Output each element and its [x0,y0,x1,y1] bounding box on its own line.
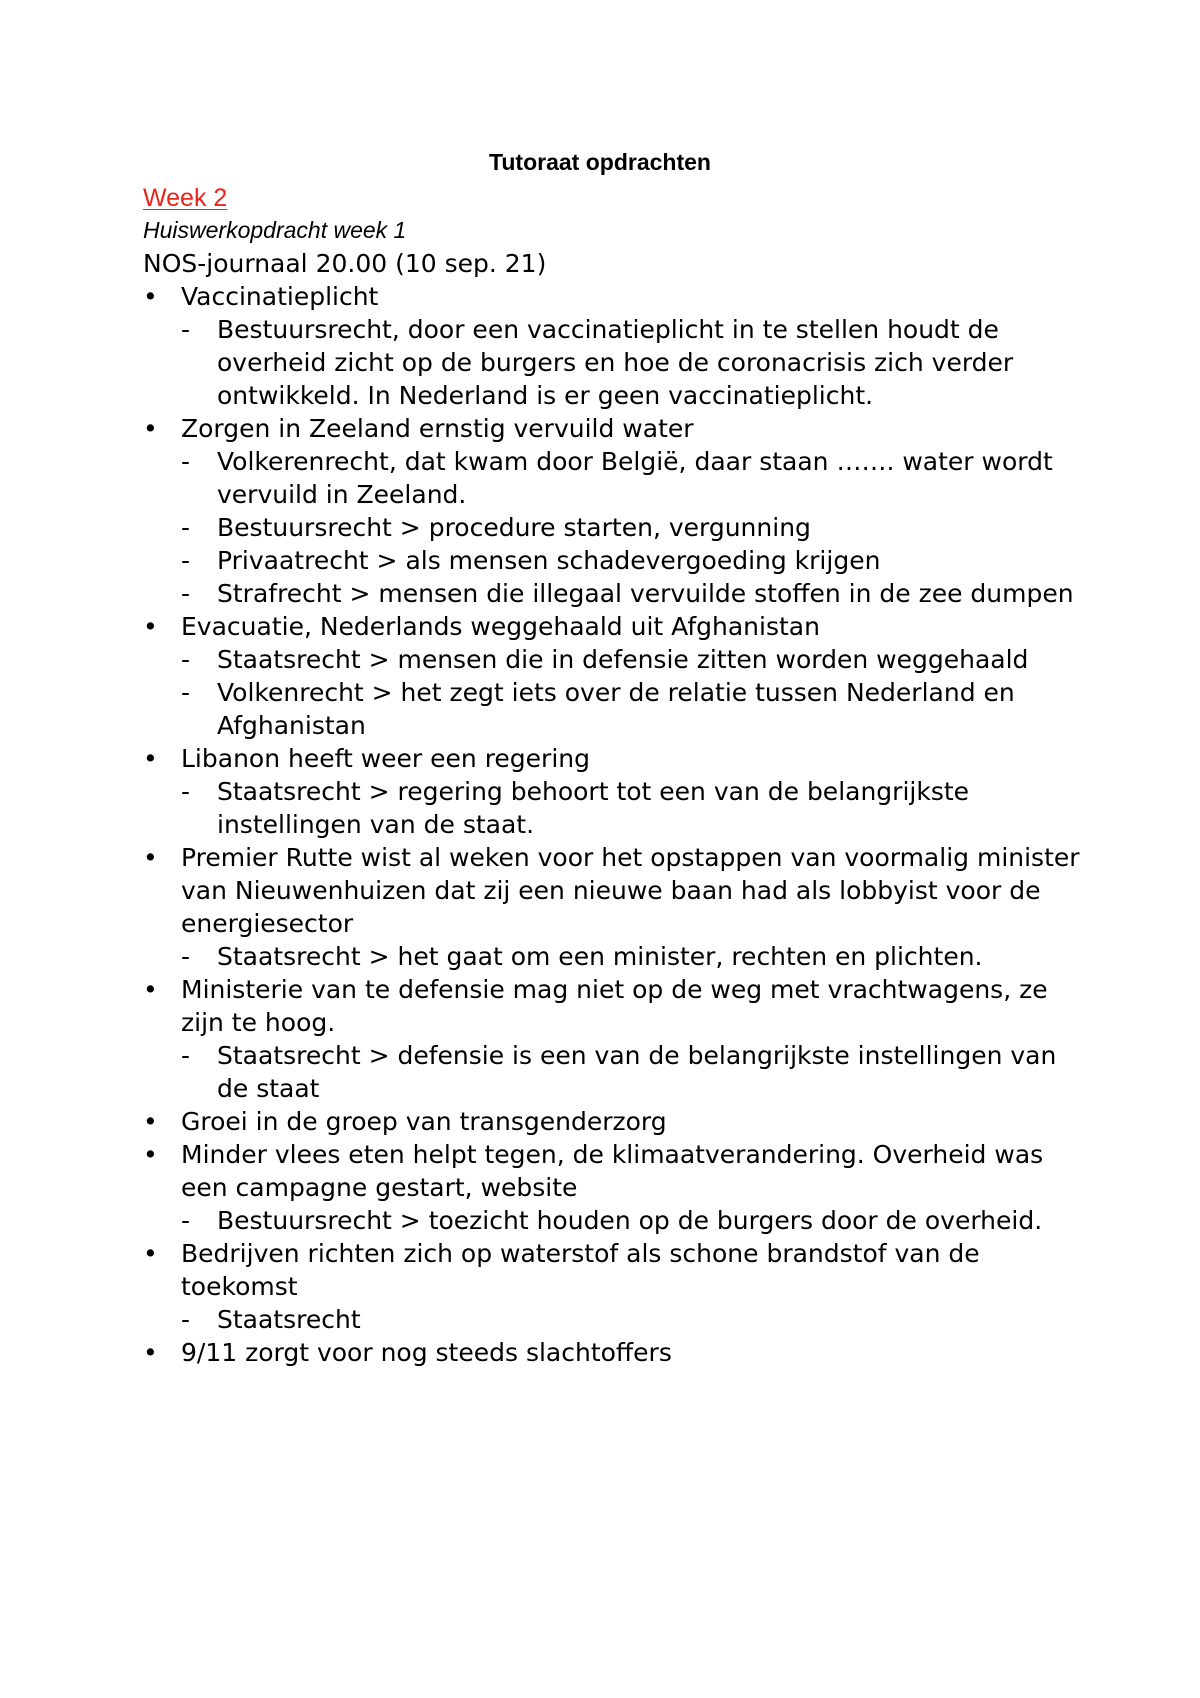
sub-item [181,775,1083,841]
topic-item [143,841,1083,973]
dash-icon: - [181,579,191,608]
sub-item [181,313,1083,412]
assignment-subtitle: Huiswerkopdracht week 1 [143,217,407,243]
topic-text: Ministerie van te defensie mag niet op de weg met vrachtwagens, ze zijn te hoog. [181,975,1048,1037]
news-heading: NOS-journaal 20.00 (10 sep. 21) [143,249,547,278]
sub-item [181,511,1083,544]
topic-text: Groei in de groep van transgenderzorg [181,1107,667,1136]
sub-item [181,676,1083,742]
dash-icon: - [181,777,191,806]
topic-text: Zorgen in Zeeland ernstig vervuild water [181,414,694,443]
topic-item [143,1138,1083,1237]
bullet-icon: • [143,612,158,641]
sub-item [181,643,1083,676]
document-body [143,181,1083,1369]
sub-item [181,1039,1083,1105]
bullet-icon: • [143,843,158,872]
sub-list [181,775,1083,841]
dash-icon: - [181,1305,191,1334]
sub-item-text: Staatsrecht > defensie is een van de belangrijkste instellingen van de staat [217,1041,1057,1103]
sub-list [181,643,1083,742]
sub-item-text: Privaatrecht > als mensen schadevergoeding krijgen [217,546,881,575]
sub-item-text: Staatsrecht > het gaat om een minister, rechten en plichten. [217,942,983,971]
sub-item [181,577,1083,610]
topic-text: Bedrijven richten zich op waterstof als schone brandstof van de toekomst [181,1239,980,1301]
sub-item [181,1204,1083,1237]
topic-list [143,280,1083,1369]
sub-item-text: Volkerenrecht, dat kwam door België, daar staan ……. water wordt vervuild in Zeeland. [217,447,1053,509]
sub-item-text: Bestuursrecht > toezicht houden op de burgers door de overheid. [217,1206,1043,1235]
topic-text: Premier Rutte wist al weken voor het opstappen van voormalig minister van Nieuwenhuizen dat zij een nieuwe baan had als lobbyist voor de energiesector [181,843,1080,938]
dash-icon: - [181,645,191,674]
bullet-icon: • [143,1140,158,1169]
sub-item-text: Volkenrecht > het zegt iets over de relatie tussen Nederland en Afghanistan [217,678,1015,740]
dash-icon: - [181,1041,191,1070]
sub-list [181,1204,1083,1237]
bullet-icon: • [143,975,158,1004]
dash-icon: - [181,1206,191,1235]
bullet-icon: • [143,282,158,311]
topic-text: 9/11 zorgt voor nog steeds slachtoffers [181,1338,672,1367]
sub-item-text: Strafrecht > mensen die illegaal vervuilde stoffen in de zee dumpen [217,579,1074,608]
sub-item-text: Staatsrecht [217,1305,361,1334]
sub-list [181,313,1083,412]
topic-item [143,1105,1083,1138]
topic-item [143,610,1083,742]
topic-item [143,1336,1083,1369]
sub-item-text: Staatsrecht > regering behoort tot een van de belangrijkste instellingen van de staat. [217,777,970,839]
bullet-icon: • [143,744,158,773]
bullet-icon: • [143,1239,158,1268]
sub-item-text: Staatsrecht > mensen die in defensie zitten worden weggehaald [217,645,1029,674]
dash-icon: - [181,678,191,707]
dash-icon: - [181,513,191,542]
dash-icon: - [181,447,191,476]
week-label: Week 2 [143,184,228,212]
sub-item-text: Bestuursrecht, door een vaccinatieplicht in te stellen houdt de overheid zicht op de burgers en hoe de coronacrisis zich verder ontwikkeld. In Nederland is er geen vaccinatieplicht. [217,315,1014,410]
sub-item [181,445,1083,511]
topic-item [143,742,1083,841]
sub-item [181,940,1083,973]
sub-list [181,1303,1083,1336]
dash-icon: - [181,315,191,344]
topic-text: Vaccinatieplicht [181,282,379,311]
dash-icon: - [181,942,191,971]
sub-item [181,544,1083,577]
dash-icon: - [181,546,191,575]
topic-item [143,280,1083,412]
bullet-icon: • [143,1107,158,1136]
topic-text: Evacuatie, Nederlands weggehaald uit Afghanistan [181,612,820,641]
bullet-icon: • [143,1338,158,1367]
sub-list [181,940,1083,973]
topic-text: Minder vlees eten helpt tegen, de klimaatverandering. Overheid was een campagne gestart, website [181,1140,1044,1202]
bullet-icon: • [143,414,158,443]
topic-item [143,412,1083,610]
topic-text: Libanon heeft weer een regering [181,744,590,773]
topic-item [143,1237,1083,1336]
sub-item [181,1303,1083,1336]
document-title: Tutoraat opdrachten [489,149,711,175]
sub-list [181,1039,1083,1105]
topic-item [143,973,1083,1105]
sub-item-text: Bestuursrecht > procedure starten, vergunning [217,513,811,542]
sub-list [181,445,1083,610]
